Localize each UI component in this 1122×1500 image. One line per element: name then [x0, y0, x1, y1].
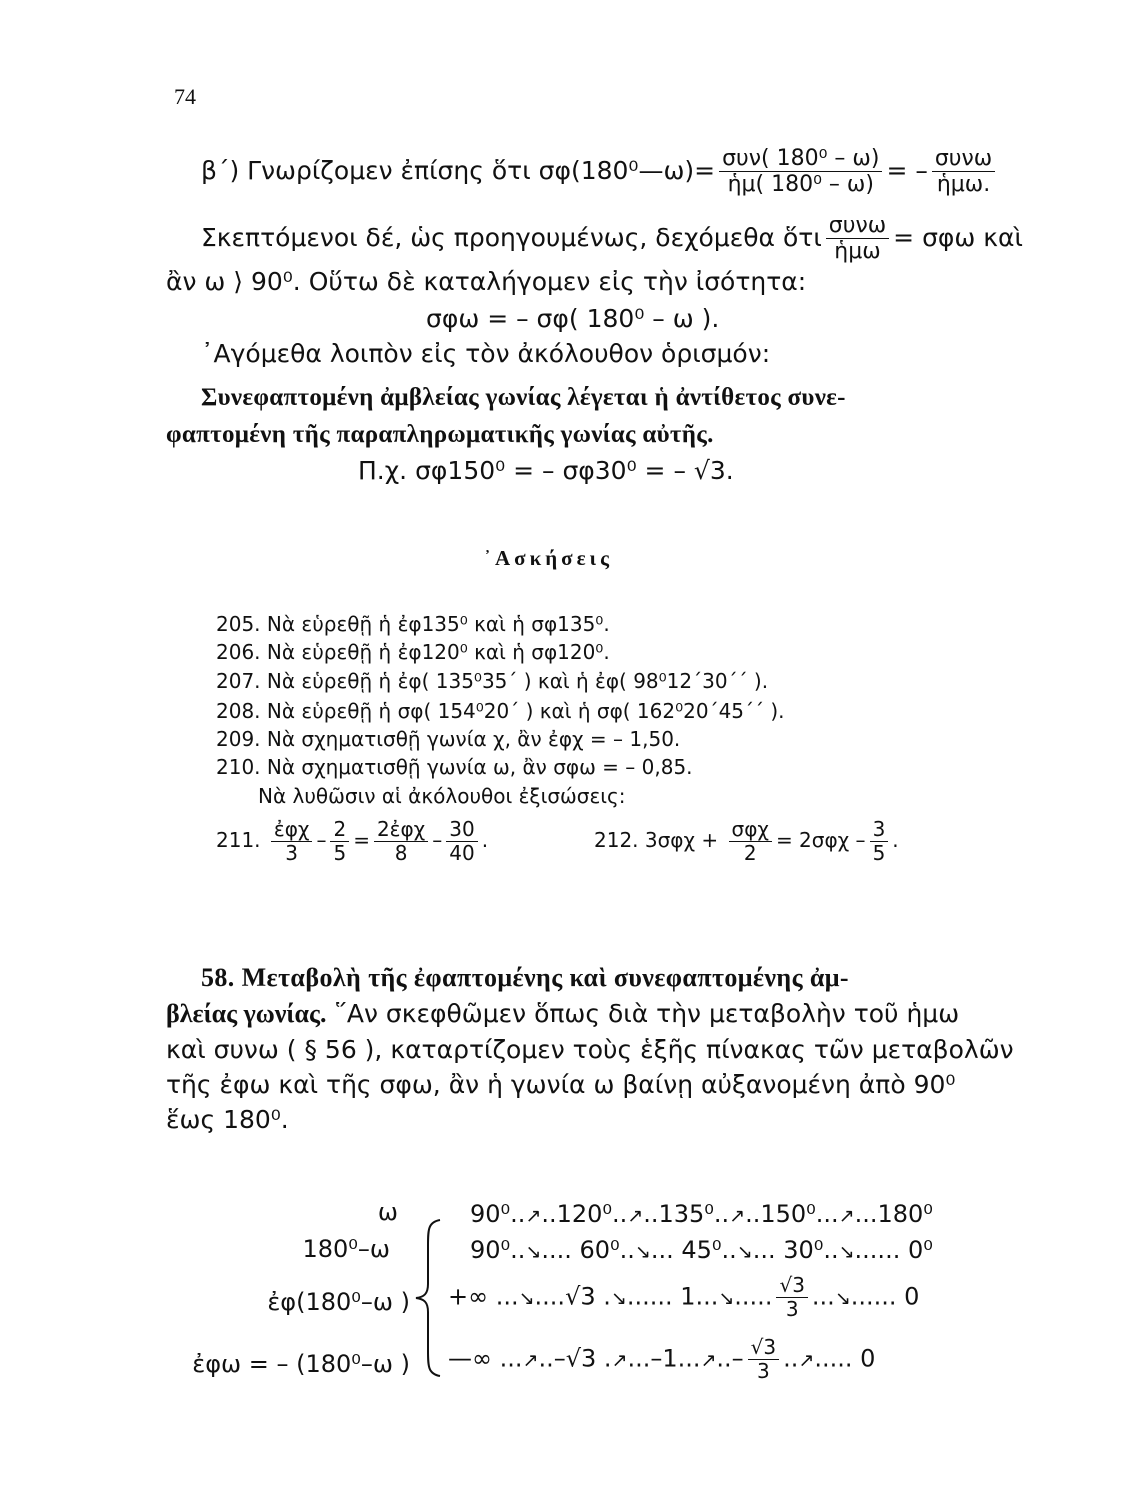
cot-identity: σφω = – σφ( 180⁰ – ω ).	[426, 304, 720, 333]
table-row-supplement	[470, 1236, 933, 1264]
row-value: ...	[811, 1282, 835, 1311]
row-value: ..–√3 .	[538, 1344, 612, 1373]
period: .	[892, 828, 899, 852]
period: .	[481, 828, 489, 852]
increasing-arrow-icon: ↗	[525, 1205, 542, 1227]
table-label-supplement: 180⁰–ω	[302, 1235, 390, 1263]
line2-prefix: Σκεπτόμενοι δέ, ὡς προηγουμένως, δεχόμεθα ὅτι	[201, 222, 822, 252]
fraction	[330, 818, 349, 865]
fraction-denominator: 2	[743, 841, 757, 865]
increasing-arrow-icon: ↗	[729, 1205, 746, 1227]
row-value: .....	[734, 1282, 773, 1311]
fraction-denominator: 5	[333, 841, 347, 865]
exercise-205: 205. Νὰ εὑρεθῇ ἡ ἐφ135⁰ καὶ ἡ σφ135⁰.	[216, 612, 610, 636]
row-value: .... 60⁰..	[541, 1236, 635, 1264]
paragraph-b-line	[201, 146, 999, 198]
fraction-denominator: ἡμ( 180⁰ – ω)	[727, 172, 874, 198]
row-value: ... 30⁰..	[752, 1236, 839, 1264]
equations-intro: Νὰ λυθῶσιν αἱ ἀκόλουθοι ἐξισώσεις:	[258, 784, 626, 808]
equation-label: 211.	[216, 828, 261, 852]
row-value: ....√3 .	[534, 1282, 611, 1311]
definition-line-1: Συνεφαπτομένη ἀμβλείας γωνίας λέγεται ἡ ἀντίθετος συνε-	[201, 384, 846, 411]
fraction	[271, 818, 313, 865]
exercise-208: 208. Νὰ εὑρεθῇ ἡ σφ( 154⁰20΄ ) καὶ ἡ σφ( 162⁰20΄45΄΄ ).	[216, 699, 785, 723]
row-value: +∞ ...	[448, 1282, 519, 1311]
section-58-line-2	[166, 999, 959, 1029]
fraction-numerator: συνω	[932, 146, 995, 172]
fraction-denominator: ἡμω	[834, 239, 881, 265]
row-value: 90⁰..	[470, 1200, 526, 1228]
decreasing-arrow-icon: ↘	[634, 1241, 651, 1263]
fraction-denominator: 5	[872, 841, 886, 865]
equation-211	[216, 818, 488, 865]
row-value: ...–1...	[627, 1344, 701, 1373]
section-58-line-4: τῆς ἐφω καὶ τῆς σφω, ἂν ἡ γωνία ω βαίνῃ αὐξανομένη ἀπὸ 90⁰	[166, 1070, 956, 1099]
fraction-numerator: 30	[446, 818, 477, 842]
increasing-arrow-icon: ↗	[798, 1349, 815, 1372]
section-58-title: 58. Μεταβολὴ τῆς ἐφαπτομένης καὶ συνεφαπτομένης ἀμ-	[201, 963, 849, 992]
row-value: ...... 0	[850, 1282, 920, 1311]
curly-brace	[412, 1218, 446, 1378]
decreasing-arrow-icon: ↘	[518, 1287, 535, 1310]
fraction-numerator: ἐφχ	[271, 818, 313, 842]
table-row-tan-supplement	[448, 1274, 919, 1321]
operator: –	[432, 828, 443, 852]
fraction	[729, 818, 772, 865]
fraction-denominator: 40	[449, 841, 475, 865]
fraction-root3-over-3	[776, 1274, 807, 1321]
fraction-denominator: ἡμω.	[936, 172, 991, 198]
paragraph-line-5: ᾿Αγόμεθα λοιπὸν εἰς τὸν ἀκόλουθον ὁρισμόν:	[201, 339, 771, 368]
increasing-arrow-icon: ↗	[700, 1349, 717, 1372]
row-value: ...... 1...	[626, 1282, 719, 1311]
equation-label: 212. 3σφχ +	[594, 828, 719, 852]
exercises-title: ᾿Ασκήσεις	[484, 546, 613, 570]
row-value: ..–	[716, 1344, 744, 1373]
increasing-arrow-icon: ↗	[522, 1349, 539, 1372]
definition-line-2: φαπτομένη τῆς παραπληρωματικῆς γωνίας αὐτῆς.	[166, 421, 714, 448]
operator: –	[316, 828, 327, 852]
table-row-omega	[470, 1200, 933, 1228]
paragraph-line-3: ἂν ω ⟩ 90⁰. Οὕτω δὲ καταλήγομεν εἰς τὴν ἰσότητα:	[166, 267, 807, 296]
table-label-omega: ω	[377, 1198, 398, 1226]
table-row-tan-omega	[448, 1336, 875, 1383]
increasing-arrow-icon: ↗	[611, 1349, 628, 1372]
fraction-numerator: σφχ	[729, 818, 772, 842]
para-b-prefix: β΄) Γνωρίζομεν ἐπίσης ὅτι σφ(180⁰—ω)=	[201, 155, 716, 185]
fraction-cos-sin-2	[826, 213, 889, 265]
decreasing-arrow-icon: ↘	[525, 1241, 542, 1263]
increasing-arrow-icon: ↗	[838, 1205, 855, 1227]
row-value: ..... 0	[814, 1344, 876, 1373]
row-value: ...180⁰	[854, 1200, 933, 1228]
row-value: ... 45⁰..	[650, 1236, 737, 1264]
table-label-tan-omega: ἐφω = – (180⁰–ω )	[192, 1350, 410, 1378]
fraction-numerator: √3	[748, 1336, 779, 1360]
fraction-denominator: 8	[394, 841, 408, 865]
para-b-middle: = –	[886, 155, 928, 185]
line2-suffix: = σφω καὶ	[893, 222, 1023, 252]
fraction-numerator: 2ἐφχ	[374, 818, 428, 842]
decreasing-arrow-icon: ↘	[838, 1241, 855, 1263]
section-58-line-5: ἕως 180⁰.	[166, 1105, 289, 1134]
page-number: 74	[174, 84, 196, 109]
fraction-cos-sin	[932, 146, 995, 198]
fraction-root3-over-3	[748, 1336, 779, 1383]
exercise-209: 209. Νὰ σχηματισθῇ γωνία χ, ἂν ἐφχ = – 1,50.	[216, 727, 681, 751]
fraction	[870, 818, 889, 865]
row-value: ..135⁰..	[643, 1200, 730, 1228]
fraction-denominator: 3	[757, 1359, 770, 1383]
row-value: 90⁰..	[470, 1236, 526, 1264]
equation-212	[594, 818, 899, 865]
exercise-210: 210. Νὰ σχηματισθῇ γωνία ω, ἂν σφω = – 0,85.	[216, 755, 693, 779]
fraction-numerator: συν( 180⁰ – ω)	[719, 146, 882, 172]
increasing-arrow-icon: ↗	[627, 1205, 644, 1227]
fraction-numerator: √3	[776, 1274, 807, 1298]
paragraph-line-2	[201, 213, 1023, 265]
equation-middle: = 2σφχ –	[775, 828, 866, 852]
operator: =	[353, 828, 370, 852]
section-58-title-cont: βλείας γωνίας.	[166, 999, 327, 1028]
row-value: —∞ ...	[448, 1344, 523, 1373]
exercise-207: 207. Νὰ εὑρεθῇ ἡ ἐφ( 135⁰35΄ ) καὶ ἡ ἐφ( 98⁰12΄30΄΄ ).	[216, 669, 769, 693]
exercise-206: 206. Νὰ εὑρεθῇ ἡ ἐφ120⁰ καὶ ἡ σφ120⁰.	[216, 640, 610, 664]
row-value: ...... 0⁰	[854, 1236, 933, 1264]
fraction-denominator: 3	[285, 841, 299, 865]
fraction-numerator: συνω	[826, 213, 889, 239]
fraction-denominator: 3	[785, 1297, 799, 1321]
fraction-numerator: 3	[870, 818, 889, 842]
decreasing-arrow-icon: ↘	[718, 1287, 735, 1310]
fraction-cot-supplement	[719, 146, 882, 198]
row-value: ..120⁰..	[541, 1200, 628, 1228]
row-value: ..150⁰...	[745, 1200, 839, 1228]
row-value: ..	[783, 1344, 799, 1373]
example-line: Π.χ. σφ150⁰ = – σφ30⁰ = – √3.	[358, 456, 734, 485]
section-58-text: ῞Αν σκεφθῶμεν ὅπως διὰ τὴν μεταβολὴν τοῦ ἡμω	[334, 999, 960, 1028]
decreasing-arrow-icon: ↘	[834, 1287, 851, 1310]
fraction-numerator: 2	[330, 818, 349, 842]
fraction	[374, 818, 428, 865]
decreasing-arrow-icon: ↘	[736, 1241, 753, 1263]
decreasing-arrow-icon: ↘	[610, 1287, 627, 1310]
fraction	[446, 818, 477, 865]
section-58-line-3: καὶ συνω ( § 56 ), καταρτίζομεν τοὺς ἑξῆς πίνακας τῶν μεταβολῶν	[166, 1035, 1014, 1064]
table-label-tan-supplement: ἐφ(180⁰–ω )	[267, 1288, 410, 1316]
